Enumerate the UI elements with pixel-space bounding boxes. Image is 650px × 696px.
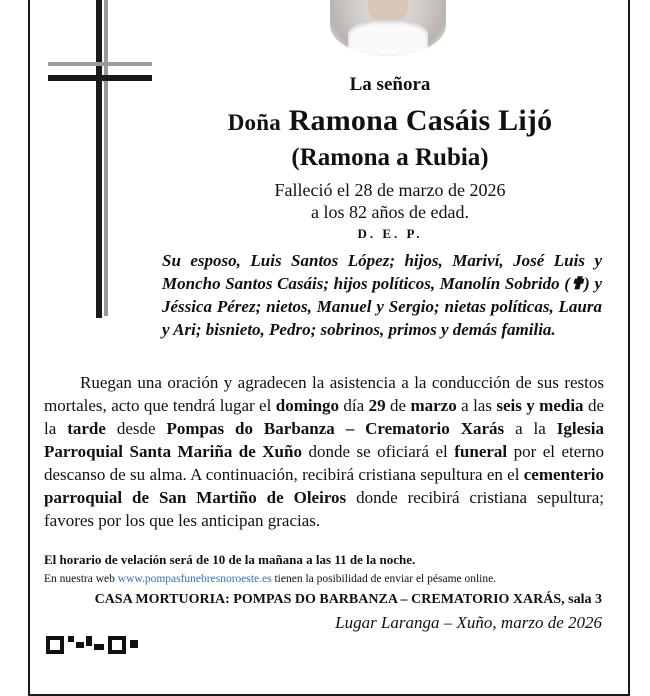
place-date: Lugar Laranga – Xuño, marzo de 2026	[335, 613, 602, 632]
family-text-2: ) y Jéssica Pérez; nietos, Manuel y Sergio; nietas políticas, Laura y Ari; bisnieto, Pedro; sobrinos, primos y demás familia.	[162, 274, 602, 339]
qr-code-icon	[46, 632, 142, 656]
website-link[interactable]: www.pompasfunebresnoroeste.es	[117, 573, 272, 585]
age: a los 82 años de edad.	[311, 202, 469, 222]
wake-hours: El horario de velación será de 10 de la mañana a las 11 de la noche.	[44, 552, 416, 567]
funeral-home: CASA MORTUORIA: POMPAS DO BARBANZA – CREMATORIO XARÁS, sala 3	[94, 592, 602, 607]
web-suffix: tienen la posibilidad de enviar el pésame online.	[271, 573, 497, 585]
name-prefix: Doña	[227, 110, 281, 135]
dep-label: D. E. P.	[357, 226, 423, 241]
deceased-name	[160, 104, 620, 138]
web-prefix: En nuestra web	[44, 573, 118, 585]
family-list	[162, 249, 602, 341]
death-date: Falleció el 28 de marzo de 2026	[274, 180, 506, 200]
name-text: Ramona Casáis Lijó	[288, 104, 553, 137]
web-notice	[44, 573, 604, 585]
deceased-cross-icon: ✟	[569, 274, 585, 293]
ceremony-details: Ruegan una oración y agradecen la asistencia a la conducción de sus restos mortales, acto que tendrá lugar el domingo día 29 de marzo a las seis y media de la tarde desde Pompas do Barbanza – Crematorio Xarás a la Iglesia Parroquial Santa Mariña de Xuño donde se oficiará el funeral por el eterno descanso de su alma. A continuación, recibirá cristiana sepultura en el cementerio parroquial de San Martiño de Oleiros donde recibirá cristiana sepultura; favores por los que les anticipan gracias.	[44, 373, 605, 530]
title-prefix: La señora	[349, 74, 431, 95]
nickname: (Ramona a Rubia)	[291, 144, 489, 171]
family-text-1: Su esposo, Luis Santos López; hijos, Mariví, José Luis y Moncho Santos Casáis; hijos políticos, Manolín Sobrido (	[162, 251, 602, 293]
